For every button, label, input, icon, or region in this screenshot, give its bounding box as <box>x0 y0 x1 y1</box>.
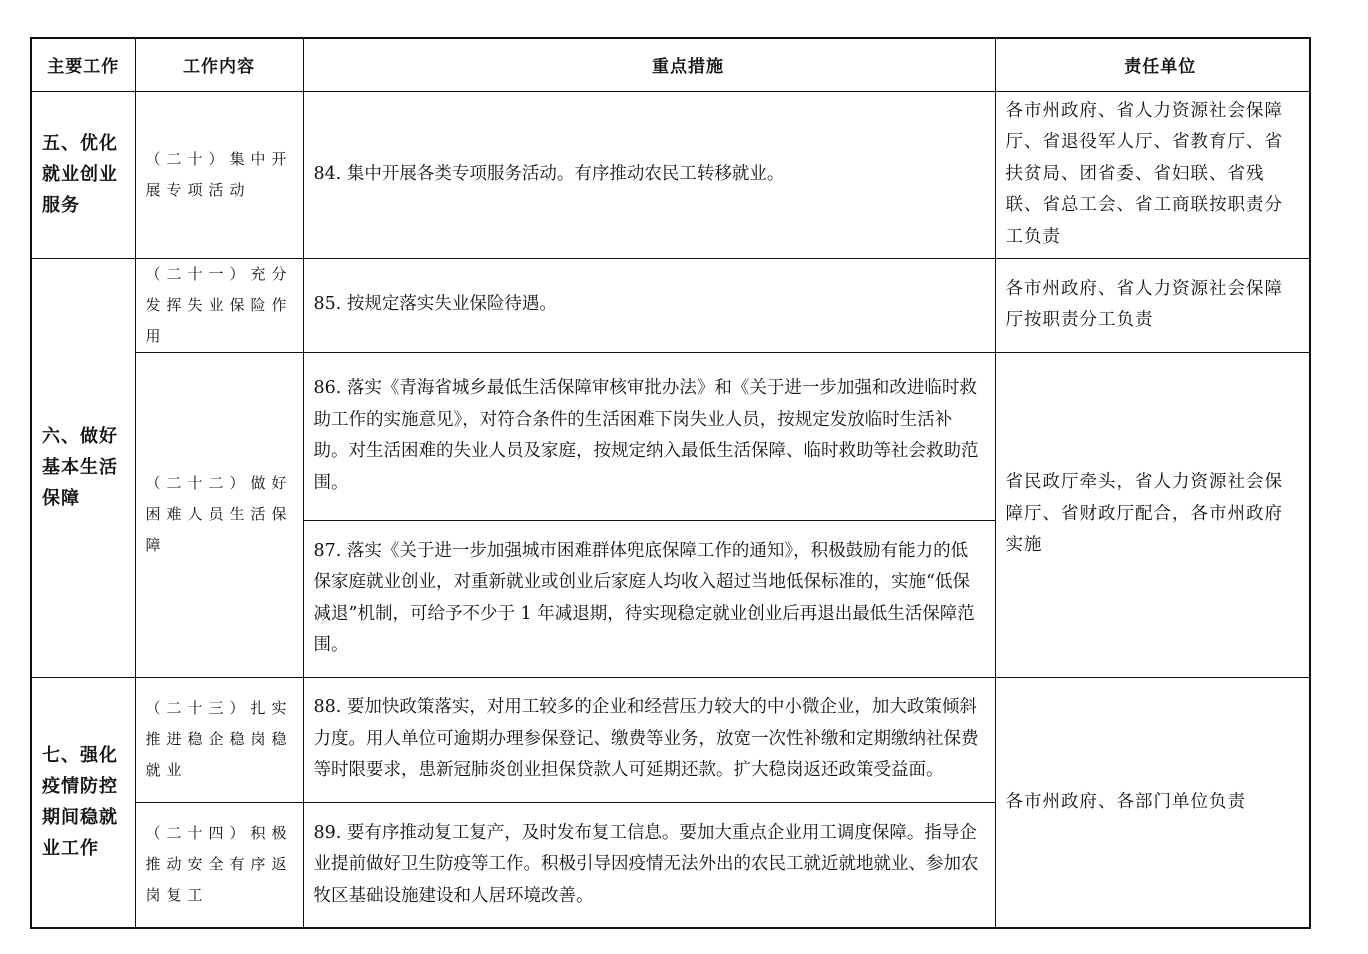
table-header-row <box>31 38 1310 91</box>
responsible-unit-cell: 各市州政府、各部门单位负责 <box>995 677 1310 928</box>
measure-cell-group <box>303 352 995 677</box>
main-work-cell: 六、做好基本生活保障 <box>31 258 135 677</box>
responsible-unit-cell: 省民政厅牵头，省人力资源社会保障厅、省财政厅配合，各市州政府实施 <box>995 352 1310 677</box>
measure-cell: 85. 按规定落实失业保险待遇。 <box>303 258 995 352</box>
work-content-cell: （二十四）积极推动安全有序返岗复工 <box>135 802 303 928</box>
table-row <box>31 352 1310 677</box>
header-work-content: 工作内容 <box>135 38 303 91</box>
work-content-cell: （二十）集中开展专项活动 <box>135 91 303 258</box>
work-content-cell: （二十一）充分发挥失业保险作用 <box>135 258 303 352</box>
table-row <box>31 91 1310 258</box>
work-content-cell: （二十二）做好困难人员生活保障 <box>135 352 303 677</box>
measure-item: 87. 落实《关于进一步加强城市困难群体兜底保障工作的通知》，积极鼓励有能力的低保家庭就业创业，对重新就业或创业后家庭人均收入超过当地低保标准的，实施“低保减退”机制，可给予不少于 1 年减退期，待实现稳定就业创业后再退出最低生活保障范围。 <box>304 520 995 677</box>
header-key-measures: 重点措施 <box>303 38 995 91</box>
table-row <box>31 258 1310 352</box>
responsible-unit-cell: 各市州政府、省人力资源社会保障厅按职责分工负责 <box>995 258 1310 352</box>
measure-cell: 89. 要有序推动复工复产，及时发布复工信息。要加大重点企业用工调度保障。指导企业提前做好卫生防疫等工作。积极引导因疫情无法外出的农民工就近就地就业、参加农牧区基础设施建设和人居环境改善。 <box>303 802 995 928</box>
measure-item: 86. 落实《青海省城乡最低生活保障审核审批办法》和《关于进一步加强和改进临时救助工作的实施意见》，对符合条件的生活困难下岗失业人员，按规定发放临时生活补助。对生活困难的失业人员及家庭，按规定纳入最低生活保障、临时救助等社会救助范围。 <box>313 378 979 493</box>
work-plan-table <box>30 37 1311 929</box>
main-work-cell: 七、强化疫情防控期间稳就业工作 <box>31 677 135 928</box>
header-responsible-unit: 责任单位 <box>995 38 1310 91</box>
work-content-cell: （二十三）扎实推进稳企稳岗稳就业 <box>135 677 303 802</box>
measure-cell: 88. 要加快政策落实，对用工较多的企业和经营压力较大的中小微企业，加大政策倾斜力度。用人单位可逾期办理参保登记、缴费等业务，放宽一次性补缴和定期缴纳社保费等时限要求，患新冠肺炎创业担保贷款人可延期还款。扩大稳岗返还政策受益面。 <box>303 677 995 802</box>
header-main-work: 主要工作 <box>31 38 135 91</box>
main-work-cell: 五、优化就业创业服务 <box>31 91 135 258</box>
responsible-unit-cell: 各市州政府、省人力资源社会保障厅、省退役军人厅、省教育厅、省扶贫局、团省委、省妇联、省残联、省总工会、省工商联按职责分工负责 <box>995 91 1310 258</box>
table-row <box>31 677 1310 802</box>
measure-cell: 84. 集中开展各类专项服务活动。有序推动农民工转移就业。 <box>303 91 995 258</box>
